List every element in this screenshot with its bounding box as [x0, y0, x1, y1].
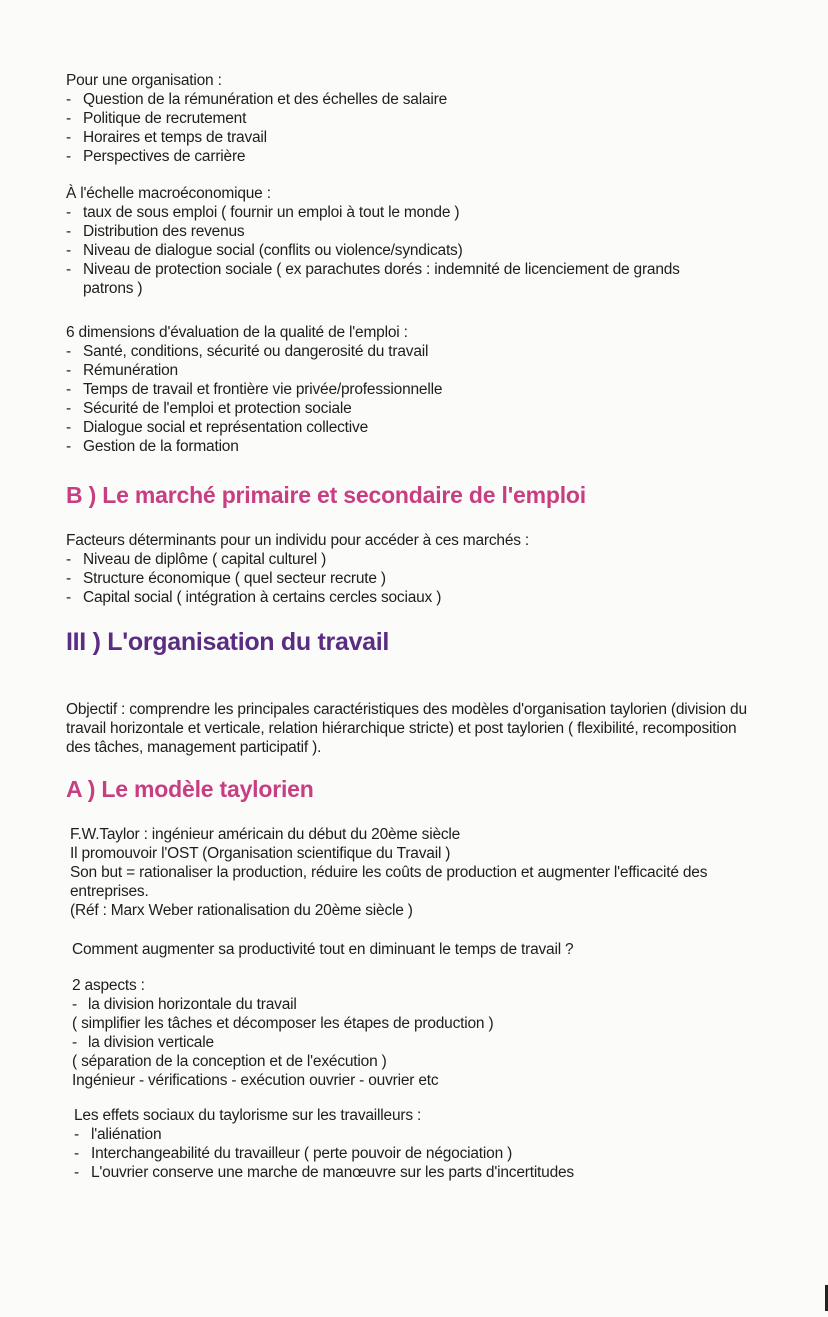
aspects-list-2 — [72, 1033, 772, 1052]
list-item: - la division horizontale du travail — [72, 995, 772, 1014]
markets-intro: Facteurs déterminants pour un individu pour accéder à ces marchés : — [66, 532, 530, 549]
macro-section — [66, 184, 726, 298]
aspects-section — [72, 976, 772, 1090]
quality-section — [66, 323, 766, 456]
list-item: - Dialogue social et représentation collective — [66, 418, 766, 437]
aspects-intro: 2 aspects : — [72, 977, 145, 994]
list-item: - Niveau de dialogue social (conflits ou violence/syndicats) — [66, 241, 726, 260]
list-item: - Temps de travail et frontière vie privée/professionnelle — [66, 380, 766, 399]
taylor-line: Son but = rationaliser la production, réduire les coûts de production et augmenter l'efficacité des entreprises. — [70, 864, 708, 900]
effects-section — [74, 1106, 774, 1182]
effects-list — [74, 1125, 774, 1182]
taylor-section — [70, 825, 750, 920]
list-item: - Interchangeabilité du travailleur ( perte pouvoir de négociation ) — [74, 1144, 774, 1163]
markets-section — [66, 531, 766, 607]
list-item: - L'ouvrier conserve une marche de manœuvre sur les parts d'incertitudes — [74, 1163, 774, 1182]
list-item: - Niveau de protection sociale ( ex parachutes dorés : indemnité de licenciement de grands patrons ) — [66, 260, 726, 298]
list-item: - Sécurité de l'emploi et protection sociale — [66, 399, 766, 418]
objective-section — [66, 700, 756, 757]
chapter-heading-iii: III ) L'organisation du travail — [66, 628, 390, 656]
markets-list — [66, 550, 766, 607]
macro-intro: À l'échelle macroéconomique : — [66, 185, 271, 202]
organisation-section — [66, 71, 766, 166]
aspect-note: ( simplifier les tâches et décomposer les étapes de production ) — [72, 1015, 494, 1032]
aspect-note: ( séparation de la conception et de l'exécution ) — [72, 1053, 387, 1070]
taylor-line: F.W.Taylor : ingénieur américain du début du 20ème siècle — [70, 826, 461, 843]
list-item: - Gestion de la formation — [66, 437, 766, 456]
list-item: - la division verticale — [72, 1033, 772, 1052]
quality-intro: 6 dimensions d'évaluation de la qualité de l'emploi : — [66, 324, 408, 341]
list-item: - Question de la rémunération et des échelles de salaire — [66, 90, 766, 109]
list-item: - Rémunération — [66, 361, 766, 380]
organisation-intro: Pour une organisation : — [66, 72, 222, 89]
section-heading-b: B ) Le marché primaire et secondaire de l'emploi — [66, 482, 586, 508]
quality-list — [66, 342, 766, 456]
macro-list — [66, 203, 726, 298]
list-item: - Structure économique ( quel secteur recrute ) — [66, 569, 766, 588]
aspects-list — [72, 995, 772, 1014]
section-heading-a: A ) Le modèle taylorien — [66, 776, 314, 802]
taylor-line: (Réf : Marx Weber rationalisation du 20ème siècle ) — [70, 902, 413, 919]
list-item: - Capital social ( intégration à certains cercles sociaux ) — [66, 588, 766, 607]
question-section — [72, 940, 772, 959]
list-item: - l'aliénation — [74, 1125, 774, 1144]
list-item: - Distribution des revenus — [66, 222, 726, 241]
question-text: Comment augmenter sa productivité tout en diminuant le temps de travail ? — [72, 941, 574, 958]
list-item: - Niveau de diplôme ( capital culturel ) — [66, 550, 766, 569]
list-item: - taux de sous emploi ( fournir un emploi à tout le monde ) — [66, 203, 726, 222]
list-item: - Perspectives de carrière — [66, 147, 766, 166]
objective-text: Objectif : comprendre les principales caractéristiques des modèles d'organisation taylorien (division du travail horizontale et verticale, relation hiérarchique stricte) et post taylorien ( flexibilité, recomposition des tâches, management participatif ). — [66, 701, 747, 756]
organisation-list — [66, 90, 766, 166]
list-item: - Santé, conditions, sécurité ou dangerosité du travail — [66, 342, 766, 361]
aspect-chain: Ingénieur - vérifications - exécution ouvrier - ouvrier etc — [72, 1072, 439, 1089]
taylor-line: Il promouvoir l'OST (Organisation scientifique du Travail ) — [70, 845, 451, 862]
list-item: - Horaires et temps de travail — [66, 128, 766, 147]
list-item: - Politique de recrutement — [66, 109, 766, 128]
effects-intro: Les effets sociaux du taylorisme sur les travailleurs : — [74, 1107, 422, 1124]
